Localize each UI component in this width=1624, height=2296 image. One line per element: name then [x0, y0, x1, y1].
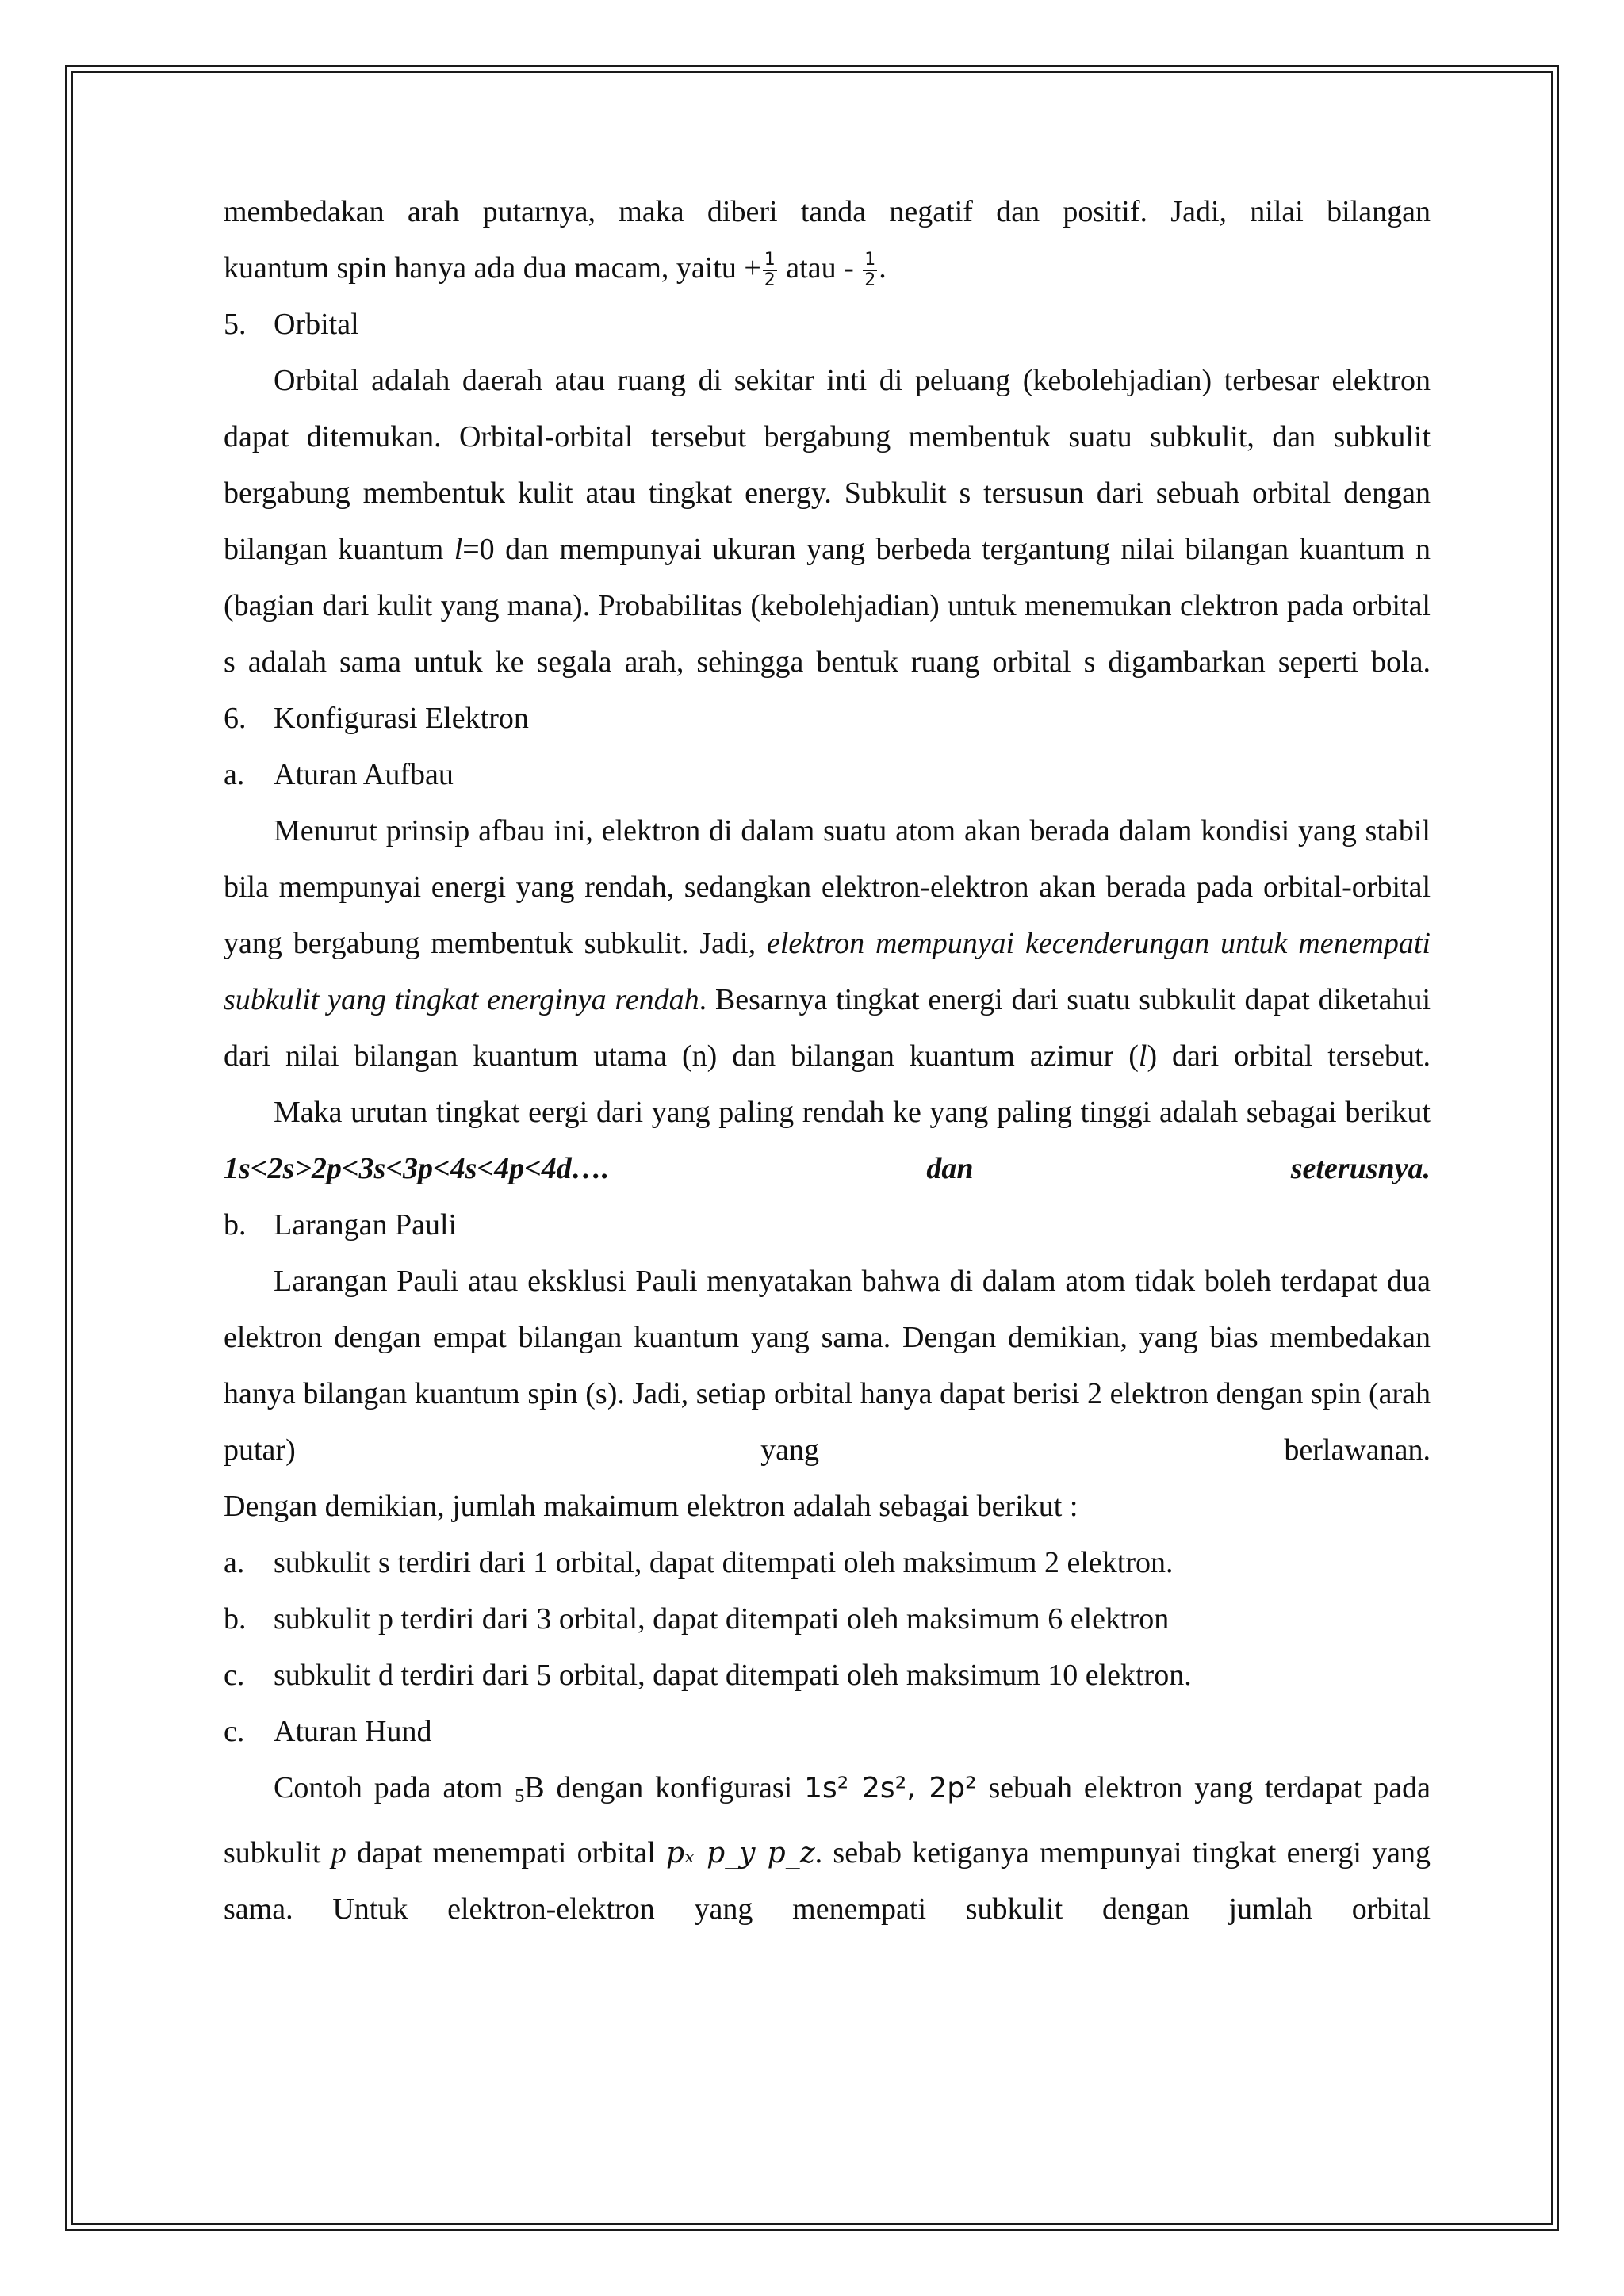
aufbau-text-rest: . Besarnya tingkat energi dari suatu subkulit dapat diketahui dari nilai bilangan kuantum utama (n) dan bilangan kuantum azimur (: [224, 983, 1431, 1073]
energy-order-sequence: 1s<2s>2p<3s<3p<4s<4p<4d…. dan seterusnya.: [224, 1152, 1431, 1185]
list-marker: b.: [224, 1602, 247, 1636]
aufbau-italic-text: elektron mempunyai kecenderungan untuk menempati subkulit yang tingkat energinya rendah: [224, 927, 1431, 1016]
section-title: Larangan Pauli: [274, 1208, 458, 1242]
section-marker: b.: [224, 1208, 247, 1242]
section-marker: 5.: [224, 308, 247, 341]
list-text: subkulit d terdiri dari 5 orbital, dapat ditempati oleh maksimum 10 elektron.: [274, 1659, 1192, 1692]
orbital-text-2: =0 dan mempunyai ukuran yang berbeda tergantung nilai bilangan kuantum n (bagian dari kulit yang mana). Probabilitas (kebolehjadian) untuk menemukan clektron pada orbital s adalah sama untuk ke segala arah, sehingga bentuk ruang orbital s digambarkan seperti bola.: [224, 533, 1431, 679]
section-title: Aturan Hund: [274, 1715, 432, 1748]
paragraph-hund: [224, 1760, 1431, 1938]
aufbau-text-end: ) dari orbital tersebut.: [1147, 1039, 1431, 1073]
fraction-positive-half: [763, 251, 777, 290]
fraction-denominator: 2: [764, 270, 776, 291]
paragraph-aufbau-1: [224, 803, 1431, 1085]
list-item: [224, 1591, 1431, 1647]
hund-text-4: dapat menempati orbital: [346, 1836, 667, 1869]
l-symbol: l: [1138, 1039, 1147, 1073]
aufbau-text: Menurut prinsip afbau ini, elektron di dalam suatu atom akan berada dalam kondisi yang stabil bila mempunyai energi yang rendah, sedangkan elektron-elektron akan berada pada orbital-orbital yang bergabung membentuk subkulit. Jadi,: [224, 814, 1431, 960]
hund-text-5: . sebab ketiganya mempunyai tingkat energi yang sama. Untuk elektron-elektron yang menempati subkulit dengan jumlah orbital: [224, 1836, 1431, 1926]
fraction-denominator: 2: [864, 270, 876, 291]
hund-text: Contoh pada atom: [274, 1771, 515, 1804]
section-5-heading: [224, 297, 1431, 353]
hund-text-2: dengan konfigurasi: [544, 1771, 805, 1804]
l-symbol: l: [454, 533, 463, 566]
list-item: [224, 1535, 1431, 1591]
orbital-symbols: pₓ p_y p_z: [666, 1837, 815, 1869]
spin-text-end: .: [879, 251, 887, 285]
atom-symbol: B: [524, 1771, 545, 1804]
list-item: [224, 1647, 1431, 1704]
fraction-numerator: 1: [764, 250, 776, 270]
subsection-a-heading: [224, 747, 1431, 803]
aufbau-order-text: Maka urutan tingkat eergi dari yang paling rendah ke yang paling tinggi adalah sebagai berikut: [274, 1096, 1431, 1129]
paragraph-spin-line2: [224, 240, 1431, 297]
section-marker: a.: [224, 758, 245, 791]
list-text: subkulit s terdiri dari 1 orbital, dapat ditempati oleh maksimum 2 elektron.: [274, 1546, 1174, 1579]
atomic-number: 5: [515, 1786, 525, 1807]
section-marker: c.: [224, 1715, 245, 1748]
list-marker: a.: [224, 1546, 245, 1579]
paragraph-orbital: [224, 353, 1431, 691]
subsection-c-heading: [224, 1704, 1431, 1760]
paragraph-pauli: Larangan Pauli atau eksklusi Pauli menyatakan bahwa di dalam atom tidak boleh terdapat dua elektron dengan empat bilangan kuantum yang sama. Dengan demikian, yang bias membedakan hanya bilangan kuantum spin (s). Jadi, setiap orbital hanya dapat berisi 2 elektron dengan spin (arah putar) yang berlawanan.: [224, 1265, 1431, 1467]
hund-text-3: sebuah elektron yang terdapat pada subkulit: [224, 1771, 1431, 1869]
electron-configuration: 1s² 2s², 2p²: [804, 1772, 977, 1804]
spin-text-mid: atau -: [778, 251, 862, 285]
document-body: [224, 184, 1431, 1938]
paragraph-spin-line1: membedakan arah putarnya, maka diberi tanda negatif dan positif. Jadi, nilai bilangan: [224, 195, 1431, 228]
spin-text: kuantum spin hanya ada dua macam, yaitu +: [224, 251, 761, 285]
fraction-numerator: 1: [864, 250, 876, 270]
section-marker: 6.: [224, 702, 247, 735]
section-title: Aturan Aufbau: [274, 758, 454, 791]
section-6-heading: [224, 691, 1431, 747]
list-marker: c.: [224, 1659, 245, 1692]
p-symbol: p: [331, 1836, 347, 1869]
subsection-b-heading: [224, 1197, 1431, 1253]
fraction-negative-half: [863, 251, 877, 290]
orbital-text: Orbital adalah daerah atau ruang di sekitar inti di peluang (kebolehjadian) terbesar elektron dapat ditemukan. Orbital-orbital tersebut bergabung membentuk suatu subkulit, dan subkulit bergabung membentuk kulit atau tingkat energy. Subkulit s tersusun dari sebuah orbital dengan bilangan kuantum: [224, 364, 1431, 566]
section-title: Orbital: [274, 308, 359, 341]
section-title: Konfigurasi Elektron: [274, 702, 529, 735]
paragraph-pauli-max: Dengan demikian, jumlah makaimum elektron adalah sebagai berikut :: [224, 1490, 1078, 1523]
list-text: subkulit p terdiri dari 3 orbital, dapat ditempati oleh maksimum 6 elektron: [274, 1602, 1170, 1636]
paragraph-aufbau-2: [224, 1085, 1431, 1197]
